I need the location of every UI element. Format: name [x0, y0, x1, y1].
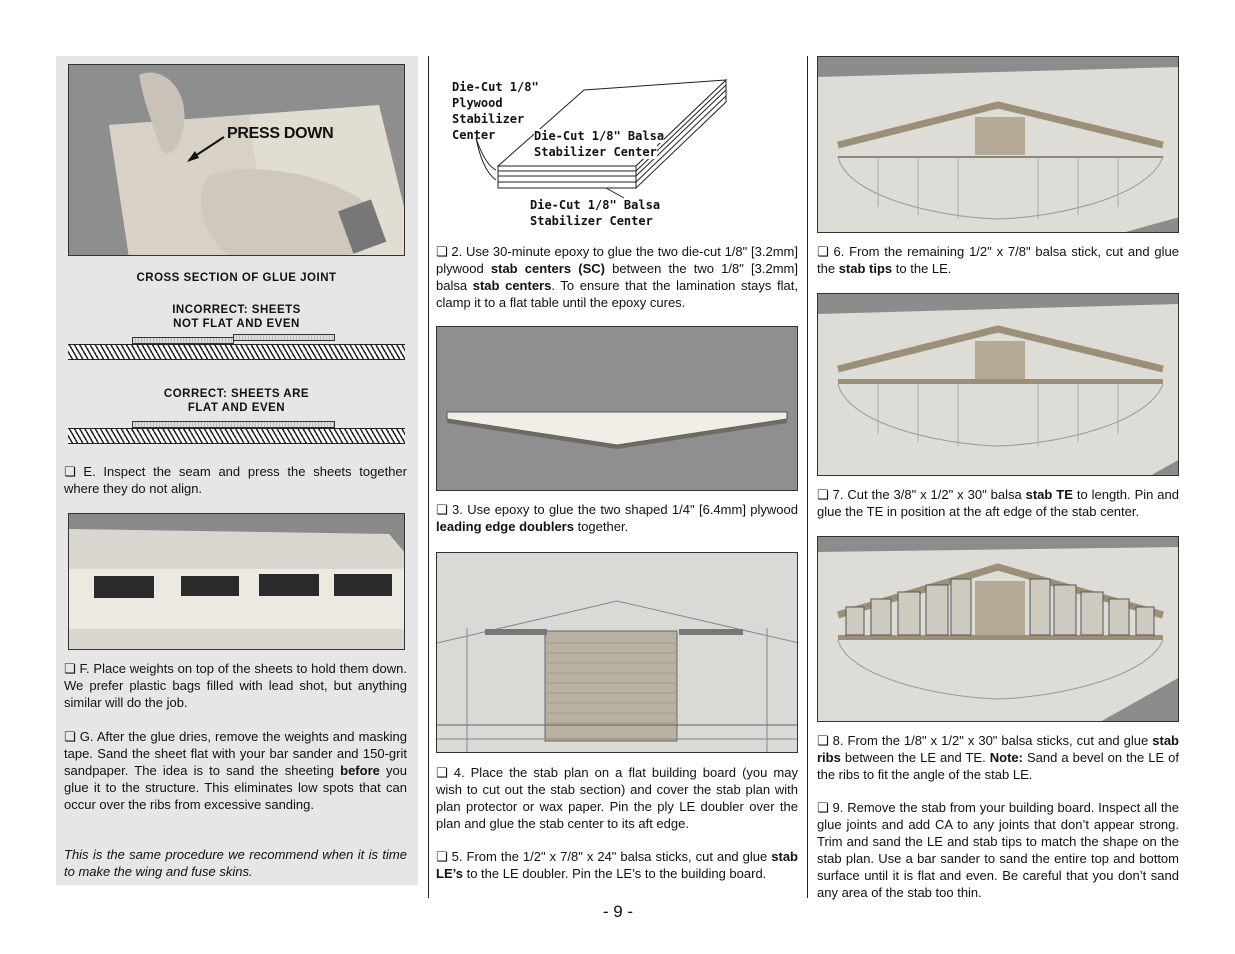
stab-te-illustration [818, 294, 1179, 476]
incorrect-label-line2: NOT FLAT AND EVEN [173, 318, 300, 330]
step-7-text [817, 486, 1179, 520]
photo-stab-te [817, 293, 1179, 476]
step-5-part2: to the LE doubler. Pin the LE’s to the building board. [462, 866, 767, 881]
step-8-bold1: stab ribs [817, 733, 1179, 765]
step-3-part1: ❏ 3. Use epoxy to glue the two shaped 1/4" [6.4mm] plywood [436, 502, 798, 517]
diag-plywood-l3: Stabilizer [452, 112, 525, 126]
step-5-text [436, 848, 798, 882]
page-number: - 9 - [602, 902, 634, 921]
correct-base-hatch [68, 428, 405, 444]
step-2-part1: ❏ 2. Use 30-minute epoxy to glue the two die-cut 1/8" [3.2mm] plywood [436, 244, 798, 276]
step-6-part1: ❏ 6. From the remaining 1/2" x 7/8" balsa stick, cut and glue the [817, 244, 1179, 276]
step-f-text: ❏ F. Place weights on top of the sheets to hold them down. We prefer plastic bags filled with lead shot, but anything similar will do the job. [64, 661, 407, 710]
incorrect-sheet-right [233, 334, 335, 341]
step-2-part3: . To ensure that the lamination stays flat, clamp it to a flat table until the epoxy cures. [436, 278, 798, 310]
step-2-bold2: stab centers [472, 278, 552, 293]
step-5-bold: stab LE’s [436, 849, 798, 881]
diag-balsa-top-l2: Stabilizer Center [534, 145, 657, 159]
weights-illustration [69, 514, 405, 650]
stab-plan-illustration [437, 553, 798, 753]
step-8-text [817, 732, 1179, 783]
skins-note: This is the same procedure we recommend when it is time to make the wing and fuse skins. [64, 847, 407, 879]
step-3-bold: leading edge doublers [436, 519, 574, 534]
step-g-bold: before [340, 763, 380, 778]
step-8-part2: between the LE and TE. [840, 750, 990, 765]
diag-balsa-bot-l1: Die-Cut 1/8" Balsa [530, 198, 661, 212]
press-down-label: PRESS DOWN [227, 125, 334, 142]
step-9-text: ❏ 9. Remove the stab from your building board. Inspect all the glue joints and add CA to any joints that don’t appear strong. Trim and sand the LE and stab tips to match the shape on the stab plan. Use a bar sander to sand the entire top and bottom surface until it is flat and even. Be careful that you don’t sand any area of the stab too thin. [817, 800, 1179, 900]
cross-section-title: CROSS SECTION OF GLUE JOINT [136, 272, 337, 284]
incorrect-label-line1: INCORRECT: SHEETS [172, 304, 301, 316]
step-7-part1: ❏ 7. Cut the 3/8" x 1/2" x 30" balsa [817, 487, 1026, 502]
correct-label-line1: CORRECT: SHEETS ARE [163, 388, 310, 400]
step-5-part1: ❏ 5. From the 1/2" x 7/8" x 24" balsa sticks, cut and glue [436, 849, 772, 864]
column-divider-1 [428, 56, 429, 898]
step-2-text [436, 243, 798, 311]
photo-weights [68, 513, 405, 650]
step-4-text: ❏ 4. Place the stab plan on a flat building board (you may wish to cut out the stab section) and cover the stab plan with plan protector or wax paper. Pin the ply LE doubler over the plan and glue the stab center to its aft edge. [436, 765, 798, 831]
step-3-part2: together. [573, 519, 629, 534]
photo-press-down [68, 64, 405, 256]
lamination-diagram [436, 58, 798, 236]
step-8-part1: ❏ 8. From the 1/8" x 1/2" x 30" balsa sticks, cut and glue [817, 733, 1153, 748]
column-divider-2 [807, 56, 808, 898]
photo-stab-plan [436, 552, 798, 753]
press-down-illustration [69, 65, 405, 256]
step-g-text [64, 728, 407, 813]
stab-tips-illustration [818, 57, 1179, 233]
step-6-text [817, 243, 1179, 277]
step-7-part2: to length. Pin and glue the TE in position at the aft edge of the stab center. [817, 487, 1179, 519]
incorrect-base-hatch [68, 344, 405, 360]
stab-ribs-illustration [818, 537, 1179, 722]
diag-plywood-l2: Plywood [452, 96, 503, 110]
step-g-part2: you glue it to the structure. This eliminates low spots that can occur over the ribs from excessive sanding. [64, 763, 407, 812]
diag-plywood-l4: Center [452, 128, 496, 142]
diag-plywood-l1: Die-Cut 1/8" [452, 80, 539, 94]
step-8-bold2: Note: [989, 750, 1023, 765]
incorrect-sheet-left [132, 337, 234, 344]
step-3-text [436, 501, 798, 535]
correct-label-line2: FLAT AND EVEN [187, 402, 286, 414]
step-8-part3: Sand a bevel on the LE of the ribs to fit the angle of the stab LE. [817, 750, 1179, 782]
step-6-bold: stab tips [838, 261, 893, 276]
photo-le-doubler [436, 326, 798, 491]
photo-stab-tips [817, 56, 1179, 233]
diag-balsa-top-l1: Die-Cut 1/8" Balsa [534, 129, 665, 143]
diag-balsa-bot-l2: Stabilizer Center [530, 214, 653, 228]
photo-stab-ribs [817, 536, 1179, 722]
step-g-part1: ❏ G. After the glue dries, remove the weights and masking tape. Sand the sheet flat with your bar sander and 150-grit sandpaper. The idea is to sand the sheeting [64, 729, 407, 778]
le-doubler-illustration [437, 327, 798, 491]
step-e-text: ❏ E. Inspect the seam and press the sheets together where they do not align. [64, 464, 407, 496]
step-2-part2: between the two 1/8" [3.2mm] balsa [436, 261, 799, 293]
step-6-part2: to the LE. [892, 261, 952, 276]
correct-sheet [132, 421, 335, 428]
step-2-bold1: stab centers (SC) [490, 261, 605, 276]
step-7-bold: stab TE [1025, 487, 1073, 502]
